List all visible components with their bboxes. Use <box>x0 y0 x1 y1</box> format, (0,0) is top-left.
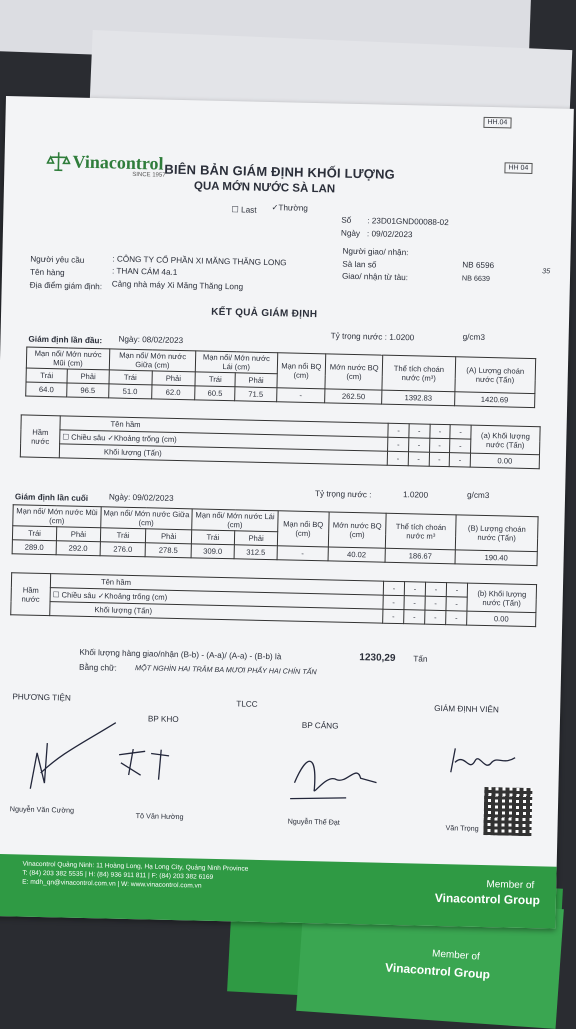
col-trai: Trái <box>12 526 56 541</box>
header-lai: Mạn nổi/ Mớn nước Lái (cm) <box>195 351 277 374</box>
tank-name-label: Tên hầm <box>60 416 388 437</box>
tank-depth-row: ☐ Chiều sâu ✓Khoảng trống (cm) <box>50 588 383 610</box>
table-cell: 292.0 <box>56 541 100 556</box>
requester-label: Người yêu cầu <box>30 254 85 265</box>
tank-result-label: (a) Khối lượng nước (Tấn) <box>471 425 541 455</box>
col-trai: Trái <box>195 372 236 387</box>
header-the-tich: Thể tích choán nước m³ <box>386 513 457 550</box>
header-the-tich: Thể tích choán nước (m³) <box>382 355 455 392</box>
table-cell: 51.0 <box>109 384 152 399</box>
col-phai: Phải <box>56 527 100 542</box>
summary-unit: Tấn <box>413 654 428 664</box>
table-cell: 71.5 <box>235 387 277 402</box>
underlying-group-text: Vinacontrol Group <box>384 960 491 982</box>
option-last-label: Last <box>241 205 257 215</box>
table-cell: - <box>277 546 328 561</box>
header-bq: Mạn nổi BQ (cm) <box>278 511 329 547</box>
table-cell: 276.0 <box>100 542 146 557</box>
signer-name-4: Văn Trọng <box>445 823 479 833</box>
header-luong: (B) Lượng choán nước (Tấn) <box>455 515 538 552</box>
table-cell: 262.50 <box>325 389 382 404</box>
first-inspection-label: Giám định lần đầu: <box>28 334 103 346</box>
col-phai: Phải <box>151 371 195 386</box>
header-mon-bq: Mớn nước BQ (cm) <box>325 354 383 390</box>
logo-since: SINCE 1957 <box>132 171 166 179</box>
signature-4 <box>445 742 526 784</box>
barge-value: NB 6596 <box>462 260 495 271</box>
company-logo-text: Vinacontrol <box>72 151 164 174</box>
tank-result-label: (b) Khối lượng nước (Tấn) <box>467 583 537 613</box>
header-bq: Mạn nổi BQ (cm) <box>276 353 325 389</box>
footer-group: Vinacontrol Group <box>434 890 541 908</box>
underlying-member-text: Member of <box>431 948 481 963</box>
tank-weight-label: Khối lượng (Tấn) <box>50 602 383 624</box>
header-mon-bq: Mớn nước BQ (cm) <box>328 512 386 548</box>
first-inspection-date: Ngày: 08/02/2023 <box>118 334 184 346</box>
option-last[interactable]: ☐ Last <box>231 205 257 215</box>
report-subtitle: QUA MỚN NƯỚC SÀ LAN <box>193 180 336 196</box>
last-draft-table <box>12 504 539 566</box>
table-cell: - <box>276 388 325 403</box>
header-mui: Mạn nổi/ Mớn nước Mũi (cm) <box>13 505 101 528</box>
table-cell: 40.02 <box>328 547 386 562</box>
header-giua: Mạn nổi/ Mớn nước Giữa (cm) <box>101 507 193 530</box>
col-trai: Trái <box>191 530 234 545</box>
col-phai: Phải <box>235 373 277 388</box>
header-lai: Mạn nổi/ Mớn nước Lái (cm) <box>192 509 279 532</box>
inspection-report <box>0 96 574 929</box>
so-value: : 23D01GND00088-02 <box>367 216 449 228</box>
requester-value: : CÔNG TY CỔ PHẦN XI MĂNG THĂNG LONG <box>112 254 287 268</box>
sign-phuong-tien: PHƯƠNG TIỆN <box>12 692 71 703</box>
tank-name-label: Tên hầm <box>50 574 383 596</box>
col-phai: Phải <box>234 531 277 546</box>
giao-nhan-label: Người giao/ nhận: <box>342 246 409 258</box>
footer-address: Vinacontrol Quảng Ninh: 11 Hoàng Long, Hạ Long City, Quảng Ninh Province <box>22 860 249 873</box>
barge-label: Sà lan số <box>342 259 377 270</box>
col-trai: Trái <box>100 528 146 543</box>
table-cell: 309.0 <box>191 544 234 559</box>
col-trai: Trái <box>26 368 67 383</box>
ship-value: NB 6639 <box>461 273 491 284</box>
signer-name-2: Tô Văn Hường <box>135 811 184 822</box>
summary-words: MỘT NGHÌN HAI TRĂM BA MƯƠI PHẨY HAI CHÍN TẤN <box>134 663 317 677</box>
sign-bp-kho: BP KHO <box>147 714 179 725</box>
table-cell: 96.5 <box>67 383 109 398</box>
table-cell: 278.5 <box>145 543 191 558</box>
last-tank-table: Hầm nước Tên hầm - - - - (b) Khối lượng nước (Tấn) ☐ Chiều sâu ✓Khoảng trống (cm) - - - - Khối lượng (Tấn) - - - - 0.00 <box>10 572 537 627</box>
sign-giam-dinh-vien: GIÁM ĐỊNH VIÊN <box>434 703 499 715</box>
first-draft-table <box>25 347 536 409</box>
last-inspection-label: Giám định lần cuối <box>14 492 89 503</box>
header-luong: (A) Lượng choán nước (Tấn) <box>455 357 536 394</box>
scale-logo-icon <box>46 149 71 174</box>
header-mui: Mạn nổi/ Mớn nước Mũi (cm) <box>26 347 109 370</box>
col-trai: Trái <box>109 370 152 385</box>
tank-label: Hầm nước <box>20 415 60 458</box>
summary-total: 1230,29 <box>359 652 396 664</box>
location-value: Cảng nhà máy Xi Măng Thăng Long <box>111 279 244 292</box>
table-cell: 62.0 <box>151 385 195 400</box>
tank-weight-label: Khối lượng (Tấn) <box>59 444 387 465</box>
table-cell: 289.0 <box>12 540 56 555</box>
document-footer <box>0 854 557 929</box>
option-normal[interactable]: ✓Thường <box>271 203 309 213</box>
sign-bp-cang: BP CẢNG <box>301 720 339 731</box>
table-cell: 186.67 <box>385 548 455 564</box>
table-cell: 190.40 <box>455 550 537 566</box>
header-giua: Mạn nổi/ Mớn nước Giữa (cm) <box>109 349 196 372</box>
form-code: HH 04 <box>504 162 532 174</box>
tank-depth-row: ☐ Chiều sâu ✓Khoảng trống (cm) <box>60 430 388 451</box>
first-tank-table: Hầm nước Tên hầm - - - - (a) Khối lượng nước (Tấn) ☐ Chiều sâu ✓Khoảng trống (cm) - - - - Khối lượng (Tấn) - - - - 0.00 <box>20 414 541 469</box>
handwritten-note: 35 <box>542 266 551 276</box>
table-cell: 1392.83 <box>382 390 455 406</box>
table-cell: 1420.69 <box>454 392 535 408</box>
ngay-value: : 09/02/2023 <box>366 229 413 240</box>
option-normal-label: Thường <box>278 203 309 213</box>
last-density-unit: g/cm3 <box>466 490 490 501</box>
tank-result-value: 0.00 <box>467 611 536 627</box>
first-density: Tỷ trọng nước : 1.0200 <box>330 331 415 343</box>
footer-member-of: Member of <box>486 879 535 892</box>
sign-tlcc: TLCC <box>236 699 258 709</box>
report-title: BIÊN BẢN GIÁM ĐỊNH KHỐI LƯỢNG <box>164 161 396 182</box>
location-label: Địa điểm giám định: <box>29 280 103 292</box>
signature-2 <box>110 745 181 787</box>
col-phai: Phải <box>146 529 192 544</box>
tank-label: Hầm nước <box>11 573 51 616</box>
tank-result-value: 0.00 <box>470 453 539 469</box>
signer-name-1: Nguyễn Văn Cường <box>9 804 75 815</box>
summary-words-label: Bằng chữ: <box>78 662 117 673</box>
last-density-value: 1.0200 <box>402 490 429 500</box>
table-cell: 64.0 <box>26 382 67 397</box>
ngay-label: Ngày <box>340 228 361 239</box>
summary-formula: Khối lượng hàng giao/nhận (B-b) - (A-a)/ (A-a) - (B-b) là <box>79 647 282 662</box>
col-phai: Phải <box>67 369 109 384</box>
goods-value: : THAN CÁM 4a.1 <box>111 266 178 277</box>
signature-1 <box>10 712 122 794</box>
last-density-label: Tỷ trọng nước : <box>314 489 372 500</box>
table-cell: 60.5 <box>195 386 236 401</box>
table-cell: 312.5 <box>234 545 277 560</box>
last-inspection-date: Ngày: 09/02/2023 <box>108 492 174 503</box>
result-title: KẾT QUẢ GIÁM ĐỊNH <box>211 306 318 321</box>
form-code-top: HH.04 <box>483 117 511 129</box>
so-label: Số <box>341 215 352 225</box>
first-density-unit: g/cm3 <box>462 332 486 342</box>
footer-contact: E: mdh_qn@vinacontrol.com.vn | W: www.vinacontrol.com.vn <box>22 878 202 890</box>
goods-label: Tên hàng <box>29 267 65 278</box>
footer-phone: T: (84) 203 382 5535 | H: (84) 936 911 811 | F: (84) 203 382 6169 <box>22 869 214 881</box>
ship-label: Giao/ nhận từ tàu: <box>341 271 409 283</box>
qr-code <box>483 787 532 836</box>
signature-3 <box>286 743 397 805</box>
signer-name-3: Nguyễn Thế Đạt <box>287 816 340 827</box>
